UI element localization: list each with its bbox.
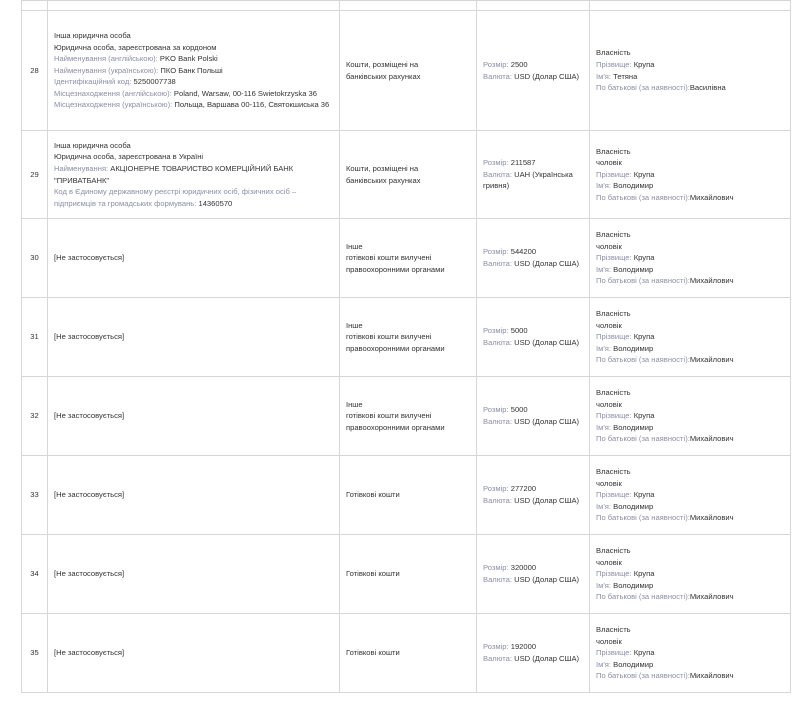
field-label: Прізвище:: [596, 59, 632, 69]
entity-registration: Юридична особа, зареєстрована за кордоном: [54, 42, 217, 52]
field-label: Ідентифікаційний код:: [54, 77, 132, 87]
field-value: Володимир: [613, 422, 654, 432]
owner-cell: [590, 377, 791, 456]
owner-name: [596, 71, 784, 83]
owner-patronymic: [596, 512, 784, 524]
owner-rights: Власність: [596, 625, 631, 635]
asset-type: Кошти, розміщені на: [346, 163, 419, 173]
currency: [483, 71, 583, 83]
currency: [483, 416, 583, 428]
entity-type: Інша юридична особа: [54, 30, 131, 40]
asset-type: Готівкові кошти: [346, 569, 400, 579]
owner-rights: Власність: [596, 467, 631, 477]
field-value: Крупа: [633, 59, 655, 69]
field-value: Польща, Варшава 00-116, Святокшиська 36: [174, 100, 330, 110]
amount: [483, 404, 583, 416]
owner-patronymic: [596, 82, 784, 94]
owner-relation: чоловік: [596, 636, 622, 646]
amount: [483, 246, 583, 258]
owner-rights: Власність: [596, 48, 631, 58]
row-number: 35: [22, 614, 48, 693]
field-label: Валюта:: [483, 338, 512, 347]
field-label: Ім'я:: [596, 71, 612, 81]
asset-type: Кошти, розміщені на: [346, 59, 419, 69]
asset-type-cell: [340, 131, 477, 219]
field-value: USD (Долар США): [514, 575, 580, 584]
currency: [483, 169, 583, 192]
field-label: По батькові (за наявності):: [596, 592, 690, 602]
field-label: Прізвище:: [596, 253, 632, 263]
field-value: Володимир: [613, 264, 654, 274]
amount: [483, 59, 583, 71]
row-number: 31: [22, 298, 48, 377]
asset-type-cell: [340, 219, 477, 298]
field-label: Прізвище:: [596, 411, 632, 421]
row-number: 33: [22, 456, 48, 535]
field-value: ПКО Банк Польші: [160, 65, 223, 75]
table-row: [22, 614, 791, 693]
field-value: Михайлович: [689, 276, 734, 286]
owner-cell: [590, 298, 791, 377]
table-row: [22, 131, 791, 219]
field-value: Михайлович: [689, 434, 734, 444]
owner-name: [596, 264, 784, 276]
field-label: Розмір:: [483, 326, 509, 336]
field-label: Код в Єдиному державному реєстрі юридичних осіб, фізичних осіб – підприємців та громадських формувань:: [54, 187, 297, 208]
amount-cell: [477, 298, 590, 377]
owner-name: [596, 580, 784, 592]
field-label: По батькові (за наявності):: [596, 192, 690, 202]
field-value: Василівна: [689, 83, 726, 93]
field-value: 211587: [510, 158, 536, 168]
field-label: Валюта:: [483, 496, 512, 505]
entity-cell: [Не застосовується]: [48, 614, 340, 693]
field-label: По батькові (за наявності):: [596, 355, 690, 365]
field-value: Крупа: [633, 253, 655, 263]
field-value: Крупа: [633, 411, 655, 421]
row-number: 32: [22, 377, 48, 456]
field-label: Валюта:: [483, 169, 512, 179]
currency: [483, 258, 583, 270]
field-label: Найменування (англійською):: [54, 54, 158, 64]
owner-patronymic: [596, 354, 784, 366]
field-label: Ім'я:: [596, 181, 612, 191]
field-label: Валюта:: [483, 417, 512, 426]
asset-type-cell: [340, 456, 477, 535]
assets-table: [21, 0, 791, 693]
owner-cell: [590, 219, 791, 298]
field-label: Прізвище:: [596, 332, 632, 342]
amount: [483, 562, 583, 574]
currency: [483, 337, 583, 349]
field-label: Ім'я:: [596, 422, 612, 432]
field-label: Розмір:: [483, 484, 509, 494]
asset-type-cell: [340, 614, 477, 693]
asset-subtype: готівкові кошти вилучені правоохоронними органами: [346, 253, 445, 274]
owner-patronymic: [596, 192, 784, 204]
amount-cell: [477, 219, 590, 298]
field-value: PKO Bank Polski: [159, 54, 218, 64]
owner-surname: [596, 59, 784, 71]
field-value: Михайлович: [689, 355, 734, 365]
field-label: Валюта:: [483, 654, 512, 663]
field-value: USD (Долар США): [514, 417, 580, 426]
field-label: Прізвище:: [596, 569, 632, 579]
entity-cell: [Не застосовується]: [48, 219, 340, 298]
owner-patronymic: [596, 670, 784, 682]
field-value: Михайлович: [689, 671, 734, 681]
amount: [483, 157, 583, 169]
owner-rights: Власність: [596, 146, 631, 156]
amount: [483, 483, 583, 495]
field-label: Ім'я:: [596, 580, 612, 590]
owner-surname: [596, 489, 784, 501]
table-row: [22, 377, 791, 456]
field-label: Розмір:: [483, 563, 509, 573]
owner-cell: [590, 131, 791, 219]
field-label: Ім'я:: [596, 501, 612, 511]
amount-cell: [477, 377, 590, 456]
asset-type: Інше: [346, 320, 363, 330]
field-label: Валюта:: [483, 259, 512, 268]
field-label: По батькові (за наявності):: [596, 434, 690, 444]
table-row-previous: [22, 1, 791, 11]
asset-type-cell: [340, 11, 477, 131]
row-number: 30: [22, 219, 48, 298]
entity-location-uk: [54, 99, 333, 111]
field-label: По батькові (за наявності):: [596, 83, 690, 93]
asset-subtype: готівкові кошти вилучені правоохоронними органами: [346, 332, 445, 353]
asset-type-cell: [340, 298, 477, 377]
owner-patronymic: [596, 433, 784, 445]
field-value: 14360570: [198, 198, 233, 208]
owner-relation: чоловік: [596, 158, 622, 168]
owner-cell: [590, 456, 791, 535]
owner-relation: чоловік: [596, 320, 622, 330]
entity-cell: [48, 131, 340, 219]
entity-name: [54, 163, 333, 186]
row-number: 34: [22, 535, 48, 614]
amount-cell: [477, 131, 590, 219]
field-label: По батькові (за наявності):: [596, 513, 690, 523]
field-label: Валюта:: [483, 575, 512, 584]
owner-relation: чоловік: [596, 557, 622, 567]
field-value: АКЦІОНЕРНЕ ТОВАРИСТВО КОМЕРЦІЙНИЙ БАНК "ПРИВАТБАНК": [54, 163, 294, 185]
field-label: Валюта:: [483, 71, 512, 81]
field-label: Прізвище:: [596, 648, 632, 658]
table-row: [22, 11, 791, 131]
field-value: USD (Долар США): [514, 654, 580, 663]
owner-rights: Власність: [596, 309, 631, 319]
currency: [483, 653, 583, 665]
field-value: Михайлович: [689, 513, 734, 523]
asset-type: Готівкові кошти: [346, 648, 400, 658]
row-number: 29: [22, 131, 48, 219]
field-value: Володимир: [613, 181, 654, 191]
field-label: По батькові (за наявності):: [596, 671, 690, 681]
field-label: Ім'я:: [596, 264, 612, 274]
field-value: USD (Долар США): [514, 338, 580, 347]
field-label: Найменування (українською):: [54, 65, 159, 75]
entity-location-en: [54, 88, 333, 100]
currency: [483, 574, 583, 586]
owner-cell: [590, 614, 791, 693]
owner-patronymic: [596, 275, 784, 287]
field-value: USD (Долар США): [514, 259, 580, 268]
amount-cell: [477, 456, 590, 535]
field-value: USD (Долар США): [514, 71, 580, 81]
table-row: [22, 298, 791, 377]
field-label: Прізвище:: [596, 490, 632, 500]
owner-surname: [596, 568, 784, 580]
owner-relation: чоловік: [596, 478, 622, 488]
entity-cell: [Не застосовується]: [48, 456, 340, 535]
owner-relation: чоловік: [596, 399, 622, 409]
amount-cell: [477, 535, 590, 614]
field-value: UAH (Українська гривня): [483, 169, 573, 191]
asset-type-cell: [340, 377, 477, 456]
field-value: Володимир: [613, 659, 654, 669]
asset-subtype: банківських рахунках: [346, 71, 421, 81]
entity-cell: [Не застосовується]: [48, 298, 340, 377]
currency: [483, 495, 583, 507]
owner-name: [596, 422, 784, 434]
field-label: Ім'я:: [596, 343, 612, 353]
field-value: Михайлович: [689, 592, 734, 602]
field-value: Михайлович: [689, 192, 734, 202]
field-label: Розмір:: [483, 158, 509, 168]
field-label: Прізвище:: [596, 169, 632, 179]
owner-patronymic: [596, 591, 784, 603]
entity-registration: Юридична особа, зареєстрована в Україні: [54, 152, 204, 162]
owner-name: [596, 501, 784, 513]
amount-cell: [477, 614, 590, 693]
field-value: 2500: [510, 59, 528, 69]
owner-name: [596, 343, 784, 355]
entity-edr-code: [54, 186, 333, 209]
owner-rights: Власність: [596, 546, 631, 556]
entity-cell: [48, 11, 340, 131]
field-value: 320000: [510, 563, 537, 573]
amount-cell: [477, 11, 590, 131]
owner-rights: Власність: [596, 388, 631, 398]
field-value: 5000: [510, 326, 528, 336]
asset-type: Інше: [346, 399, 363, 409]
table-row: [22, 456, 791, 535]
field-label: По батькові (за наявності):: [596, 276, 690, 286]
asset-type: Готівкові кошти: [346, 490, 400, 500]
entity-cell: [Не застосовується]: [48, 377, 340, 456]
field-value: 544200: [510, 247, 537, 257]
amount: [483, 325, 583, 337]
owner-cell: [590, 11, 791, 131]
asset-type: Інше: [346, 241, 363, 251]
asset-type-cell: [340, 535, 477, 614]
field-value: 5250007738: [133, 77, 176, 87]
amount: [483, 641, 583, 653]
field-value: Володимир: [613, 343, 654, 353]
field-value: Крупа: [633, 569, 655, 579]
field-label: Місцезнаходження (українською):: [54, 100, 173, 110]
field-value: 5000: [510, 405, 528, 415]
field-label: Найменування:: [54, 163, 109, 173]
asset-subtype: банківських рахунках: [346, 175, 421, 185]
entity-id-code: [54, 76, 333, 88]
field-label: Розмір:: [483, 405, 509, 415]
owner-rights: Власність: [596, 230, 631, 240]
row-number: 28: [22, 11, 48, 131]
table-row: [22, 219, 791, 298]
field-value: Крупа: [633, 648, 655, 658]
owner-surname: [596, 252, 784, 264]
owner-name: [596, 180, 784, 192]
field-value: Володимир: [613, 580, 654, 590]
owner-surname: [596, 647, 784, 659]
entity-type: Інша юридична особа: [54, 140, 131, 150]
field-value: Крупа: [633, 490, 655, 500]
owner-surname: [596, 331, 784, 343]
field-label: Розмір:: [483, 59, 509, 69]
field-value: 192000: [510, 642, 537, 652]
field-value: USD (Долар США): [514, 496, 580, 505]
field-value: Тетяна: [613, 71, 638, 81]
owner-relation: чоловік: [596, 241, 622, 251]
field-value: Володимир: [613, 501, 654, 511]
field-value: Крупа: [633, 169, 655, 179]
field-label: Ім'я:: [596, 659, 612, 669]
entity-cell: [Не застосовується]: [48, 535, 340, 614]
owner-surname: [596, 169, 784, 181]
field-value: Poland, Warsaw, 00-116 Swietokrzyska 36: [173, 88, 317, 98]
entity-name-en: [54, 53, 333, 65]
table-row: [22, 535, 791, 614]
field-label: Розмір:: [483, 247, 509, 257]
field-label: Місцезнаходження (англійською):: [54, 88, 172, 98]
asset-subtype: готівкові кошти вилучені правоохоронними органами: [346, 411, 445, 432]
owner-surname: [596, 410, 784, 422]
field-value: Крупа: [633, 332, 655, 342]
field-value: 277200: [510, 484, 537, 494]
owner-cell: [590, 535, 791, 614]
owner-name: [596, 659, 784, 671]
field-label: Розмір:: [483, 642, 509, 652]
entity-name-uk: [54, 65, 333, 77]
